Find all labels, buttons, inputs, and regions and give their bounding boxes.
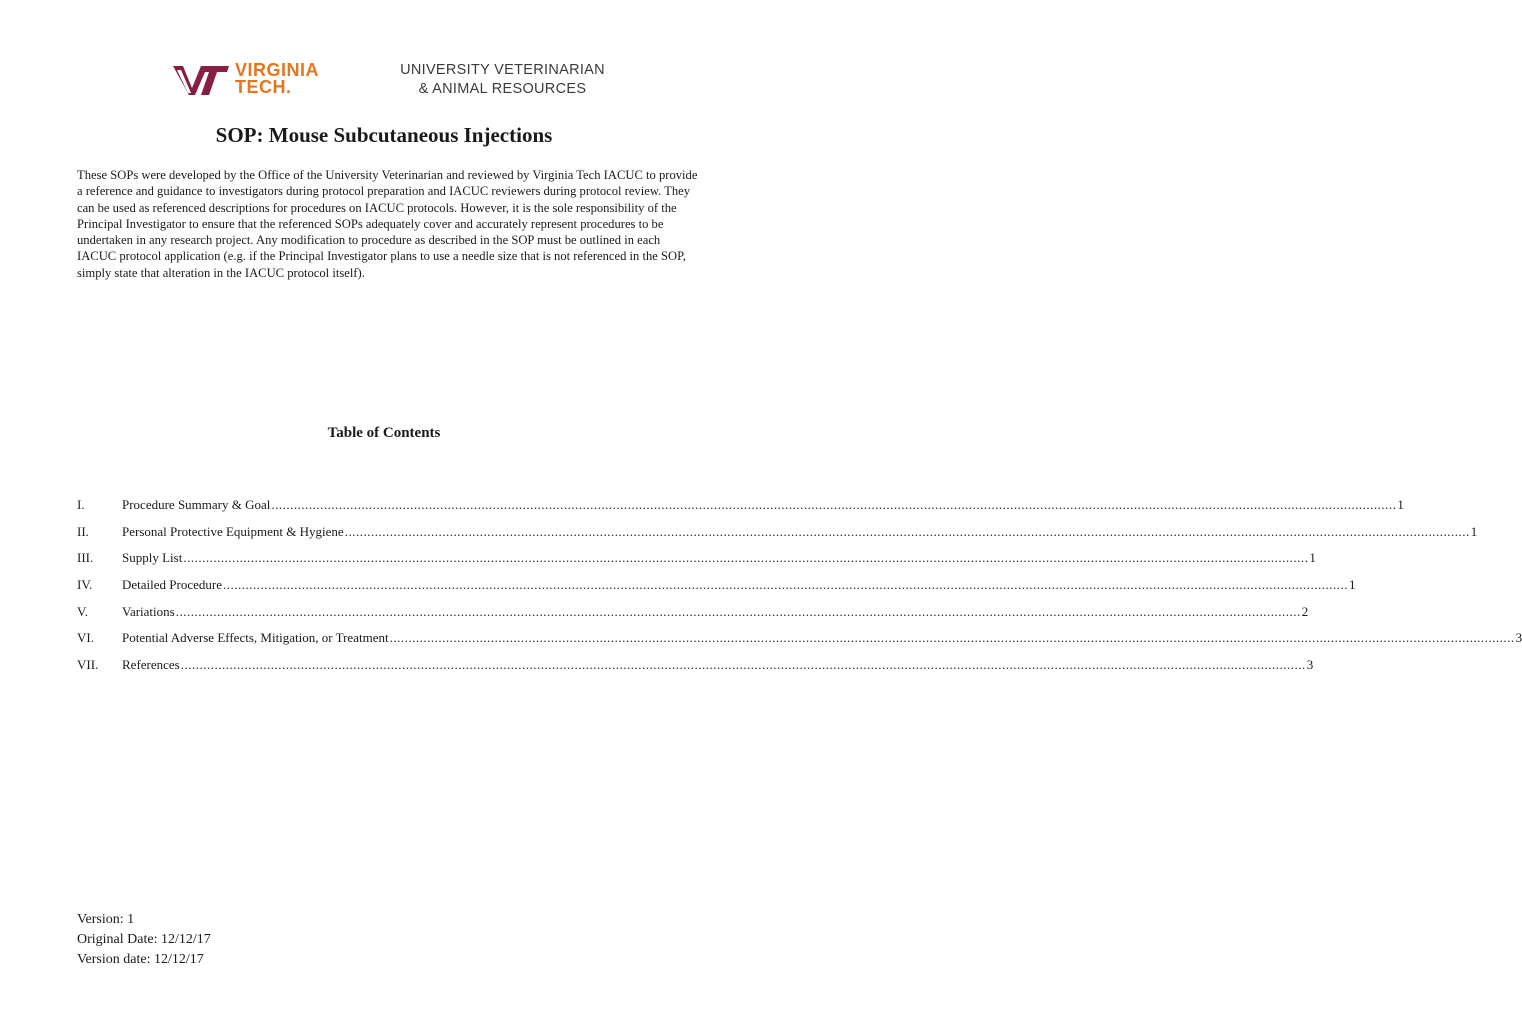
toc-entry-ppe-hygiene[interactable] — [77, 523, 1478, 551]
toc-page-number: 1 — [1397, 497, 1404, 512]
version-date: Version date: 12/12/17 — [77, 952, 204, 967]
toc-page-number: 1 — [1470, 523, 1478, 539]
toc-number: I. — [77, 497, 85, 512]
version-number: Version: 1 — [77, 912, 135, 927]
vt-monogram-icon — [171, 62, 231, 98]
toc-number: V. — [77, 603, 88, 619]
toc-title: Personal Protective Equipment & Hygiene — [122, 523, 344, 539]
document-title: SOP: Mouse Subcutaneous Injections — [215, 123, 553, 147]
original-date: Original Date: 12/12/17 — [77, 932, 211, 947]
vt-wordmark-line1: VIRGINIA — [235, 60, 320, 80]
toc-entry-references[interactable] — [77, 657, 1314, 684]
toc-entry-procedure-summary[interactable] — [77, 497, 1404, 524]
department-line2: & ANIMAL RESOURCES — [418, 81, 587, 97]
vt-wordmark — [235, 62, 319, 96]
toc-leader: ............................................................................................................................................................................................................................................................................................................ — [222, 577, 1348, 593]
toc-leader: ............................................................................................................................................................................................................................................................................................................ — [271, 497, 1397, 512]
vt-wordmark-line2: TECH. — [235, 77, 292, 97]
toc-number: IV. — [77, 577, 93, 593]
department-name — [380, 61, 625, 99]
toc-page-number: 1 — [1309, 550, 1316, 566]
intro-paragraph: These SOPs were developed by the Office of the University Veterinarian and reviewed by Virginia Tech IACUC to provide a reference and guidance to investigators during protocol preparation and IACUC reviewers during protocol review. They can be used as referenced descriptions for procedures on IACUC protocols. However, it is the sole responsibility of the Principal Investigator to ensure that the referenced SOPs adequately cover and accurately represent procedures to be undertaken in any research project. Any modification to procedure as described in the SOP must be outlined in each IACUC protocol application (e.g. if the Principal Investigator plans to use a needle size that is not referenced in the SOP, simply state that alteration in the IACUC protocol itself). — [77, 168, 698, 280]
toc-title: Detailed Procedure — [122, 577, 222, 593]
toc-title: Potential Adverse Effects, Mitigation, or Treatment — [122, 630, 389, 646]
toc-page-number: 1 — [1348, 577, 1356, 593]
toc-leader: ............................................................................................................................................................................................................................................................................................................ — [180, 657, 1306, 673]
department-line1: UNIVERSITY VETERINARIAN — [400, 62, 605, 78]
toc-heading: Table of Contents — [327, 425, 441, 441]
toc-page-number: 2 — [1301, 603, 1309, 619]
toc-number: VII. — [77, 657, 99, 673]
virginia-tech-logo — [171, 60, 346, 100]
toc-leader: ............................................................................................................................................................................................................................................................................................................ — [389, 630, 1515, 646]
toc-entry-supply-list[interactable] — [77, 550, 1316, 577]
toc-title: Variations — [122, 603, 175, 619]
toc-leader: ............................................................................................................................................................................................................................................................................................................ — [183, 550, 1309, 566]
toc-leader: ............................................................................................................................................................................................................................................................................................................ — [344, 523, 1470, 539]
toc-entry-adverse-effects[interactable] — [77, 630, 1522, 657]
toc-title: Procedure Summary & Goal — [122, 497, 271, 512]
toc-number: III. — [77, 550, 94, 566]
toc-page-number: 3 — [1515, 630, 1522, 646]
toc-title: Supply List — [122, 550, 183, 566]
document-header — [0, 0, 768, 110]
toc-entry-variations[interactable] — [77, 603, 1309, 631]
toc-number: VI. — [77, 630, 94, 646]
toc-page-number: 3 — [1306, 657, 1314, 673]
toc-title: References — [122, 657, 180, 673]
table-of-contents — [77, 497, 1522, 684]
version-info — [77, 910, 211, 970]
toc-leader: ............................................................................................................................................................................................................................................................................................................ — [175, 603, 1301, 619]
toc-entry-detailed-procedure[interactable] — [77, 577, 1356, 604]
toc-number: II. — [77, 523, 89, 539]
